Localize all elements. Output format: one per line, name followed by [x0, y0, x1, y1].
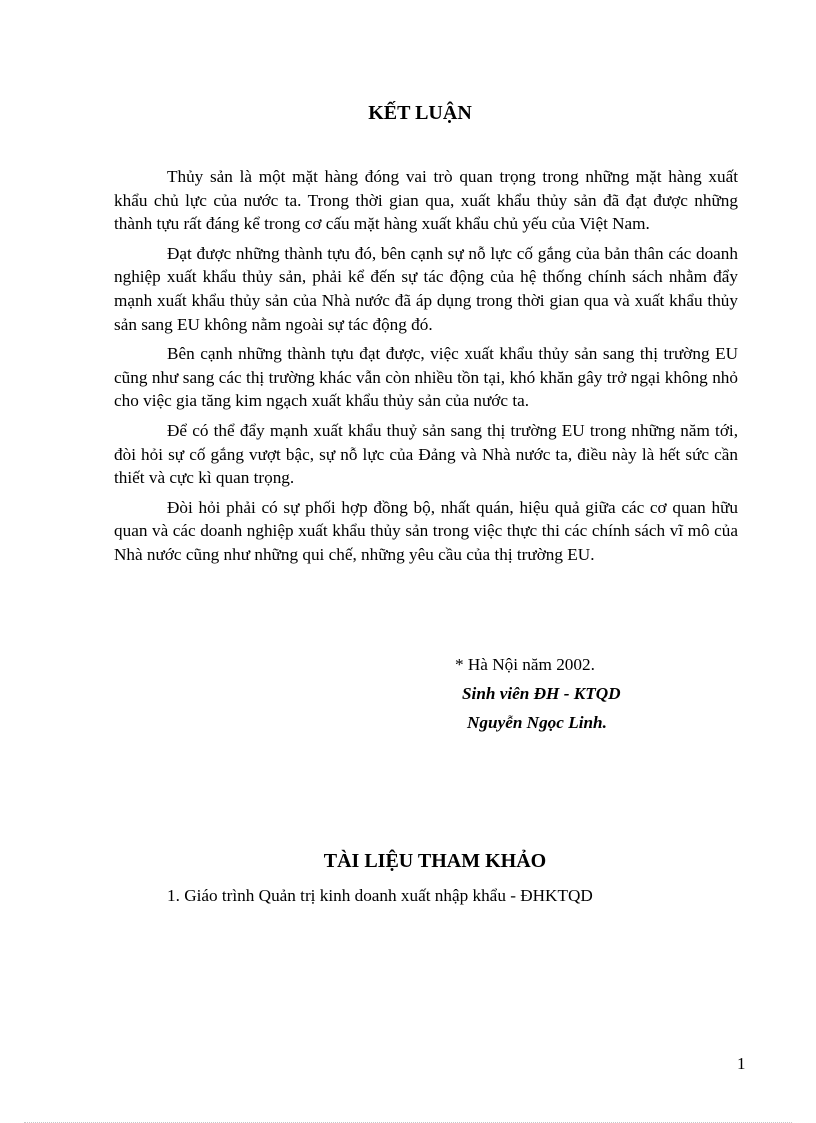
references-title: TÀI LIỆU THAM KHẢO: [323, 850, 547, 872]
conclusion-title: KẾT LUẬN: [368, 102, 472, 124]
references-list: [167, 884, 593, 908]
conclusion-paragraph-2: Đạt được những thành tựu đó, bên cạnh sự nỗ lực cố gắng của bản thân các doanh nghiệp xuất khẩu thủy sản, phải kể đến sự tác động của hệ thống chính sách nhằm đẩy mạnh xuất khẩu thủy sản của Nhà nước đã áp dụng trong thời gian qua và xuất khẩu thủy sản sang EU không nằm ngoài sự tác động đó.: [114, 243, 738, 334]
page-number: 1: [737, 1054, 746, 1073]
conclusion-paragraph-5: Đòi hỏi phải có sự phối hợp đồng bộ, nhất quán, hiệu quả giữa các cơ quan hữu quan và các doanh nghiệp xuất khẩu thủy sản trong việc thực thi các chính sách vĩ mô của Nhà nước cũng như những qui chế, những yêu cầu của thị trường EU.: [114, 497, 738, 564]
signature-name: Nguyễn Ngọc Linh.: [467, 713, 607, 732]
conclusion-body: [114, 165, 738, 573]
conclusion-paragraph-3: Bên cạnh những thành tựu đạt được, việc xuất khẩu thủy sản sang thị trường EU cũng như sang các thị trường khác vẫn còn nhiều tồn tại, khó khăn gây trở ngại không nhỏ cho việc gia tăng kim ngạch xuất khẩu thủy sản của nước ta.: [114, 344, 738, 411]
reference-item-1: 1. Giáo trình Quản trị kinh doanh xuất nhập khẩu - ĐHKTQD: [167, 886, 593, 905]
conclusion-paragraph-4: Để có thể đẩy mạnh xuất khẩu thuỷ sản sang thị trường EU trong những năm tới, đòi hỏi sự cố gắng vượt bậc, sự nỗ lực của Đảng và Nhà nước ta, điều này là hết sức cần thiết và cực kì quan trọng.: [114, 420, 738, 488]
conclusion-paragraph-1: Thủy sản là một mặt hàng đóng vai trò quan trọng trong những mặt hàng xuất khẩu chủ lực của nước ta. Trong thời gian qua, xuất khẩu thủy sản đã đạt được những thành tựu rất đáng kể trong cơ cấu mặt hàng xuất khẩu chủ yếu của Việt Nam.: [114, 167, 738, 234]
signature-place-date: * Hà Nội năm 2002.: [455, 655, 595, 674]
signature-role: Sinh viên ĐH - KTQD: [462, 684, 621, 703]
